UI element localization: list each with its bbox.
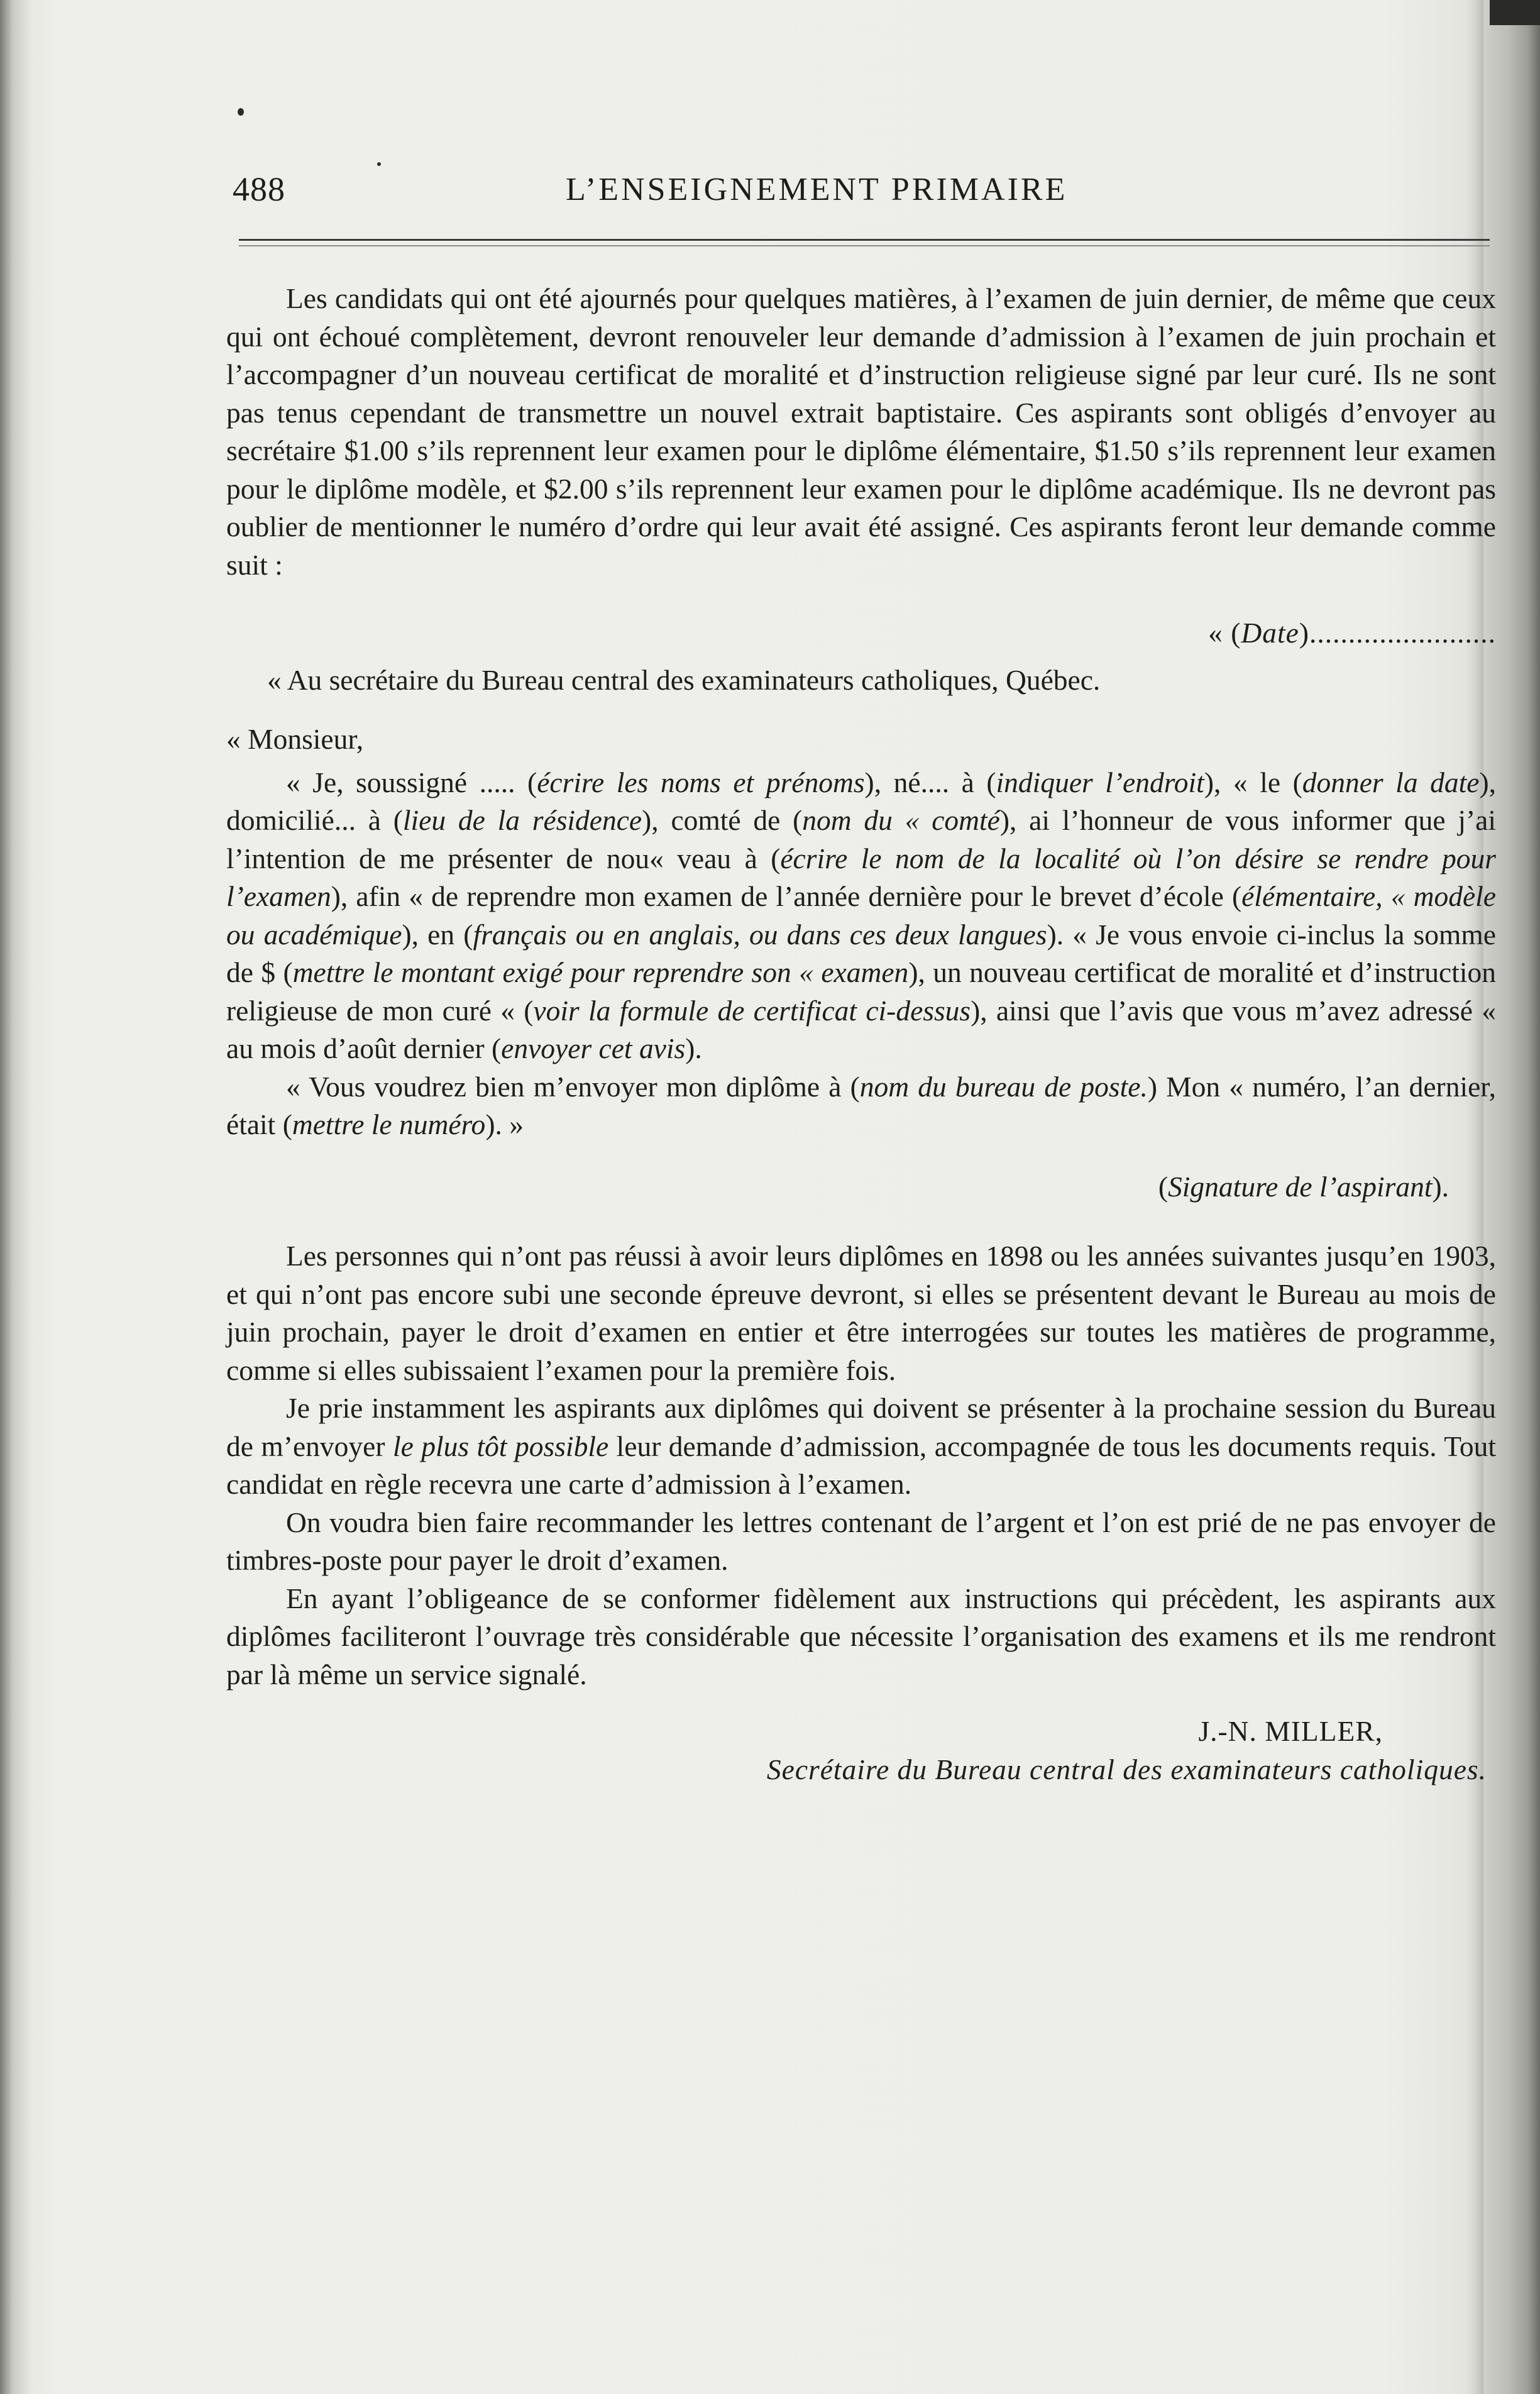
letter-date-line — [226, 614, 1496, 653]
letter-address: « Au secrétaire du Bureau central des examinateurs catholiques, Québec. — [267, 663, 1101, 696]
letter-text: ). « Je vous envoie ci-inclus la somme de $ ( — [226, 918, 1496, 988]
letter-text: ), un nouveau certificat de moralité et d’instruction religieuse de mon curé « ( — [226, 956, 1496, 1027]
notice-paragraph-4: En ayant l’obligeance de se conformer fidèlement aux instructions qui précèdent, les aspirants aux diplômes faciliteront l’ouvrage très considérable que nécessite l’organisation des examens et ils me rendront par là même un service signalé. — [226, 1582, 1496, 1691]
letter-text: ), né.... à ( — [864, 766, 996, 798]
letter-italic: français ou en anglais, ou dans ces deux langues — [473, 918, 1047, 951]
letter-text: ). — [685, 1032, 702, 1064]
letter-salutation: « Monsieur, — [226, 723, 364, 755]
letter-text: ) Mon « numéro, l’an dernier, était ( — [226, 1070, 1497, 1140]
running-title: L’ENSEIGNEMENT PRIMAIRE — [566, 172, 1068, 207]
letter-text: ). » — [485, 1108, 524, 1140]
signer-name: J.-N. MILLER, — [1198, 1715, 1383, 1747]
letter-text: ), ainsi que l’avis que vous m’avez adressé « au mois d’août dernier ( — [226, 994, 1496, 1064]
letter-italic: écrire le nom de la localité où l’on désire se rendre pour l’examen — [226, 842, 1496, 912]
letter-text: ), en ( — [402, 918, 473, 951]
notice-paragraph-1: Les personnes qui n’ont pas réussi à avoir leurs diplômes en 1898 ou les années suivantes jusqu’en 1903, et qui n’ont pas encore subi une seconde épreuve devront, si elles se présentent devant le Bureau au mois de juin prochain, payer le droit d’examen en entier et être interrogées sur toutes les matières de programme, comme si elles subissaient l’examen pour la première fois. — [226, 1240, 1496, 1386]
page-number: 488 — [233, 170, 285, 208]
letter-italic: lieu de la résidence — [402, 804, 642, 836]
letter-italic: nom du bureau de poste. — [859, 1070, 1148, 1103]
letter-italic: voir la formule de certificat ci-dessus — [533, 994, 971, 1027]
signature-close: ). — [1432, 1170, 1449, 1203]
date-label: Date — [1241, 617, 1299, 649]
notice-text: Je prie instamment les aspirants aux diplômes qui doivent se présenter à la prochaine session du Bureau de m’envoyer — [226, 1392, 1496, 1462]
header-rule — [239, 239, 1490, 241]
letter-text: « Vous voudrez bien m’envoyer mon diplôme à ( — [286, 1070, 860, 1103]
letter-italic: mettre le numéro — [292, 1108, 486, 1140]
letter-italic: nom du « comté — [802, 804, 1000, 836]
notice-text: leur demande d’admission, accompagnée de tous les documents requis. Tout candidat en règle recevra une carte d’admission à l’examen. — [226, 1430, 1496, 1500]
date-open: « ( — [1208, 617, 1241, 649]
letter-italic: élémentaire, « modèle ou académique — [226, 880, 1496, 951]
notice-paragraph-3: On voudra bien faire recommander les lettres contenant de l’argent et l’on est prié de ne pas envoyer de timbres-poste pour payer le droit d’examen. — [226, 1506, 1496, 1576]
letter-text: ), afin « de reprendre mon examen de l’année dernière pour le brevet d’école ( — [331, 880, 1242, 912]
letter-italic: indiquer l’endroit — [996, 766, 1204, 798]
letter-text: ), domicilié... à ( — [226, 766, 1496, 836]
letter-italic: mettre le montant exigé pour reprendre son « examen — [292, 956, 909, 988]
signature-label: Signature de l’aspirant — [1168, 1170, 1433, 1203]
letter-text: ), comté de ( — [642, 804, 803, 836]
letter-italic: écrire les noms et prénoms — [537, 766, 865, 798]
header-rule-secondary — [239, 245, 1490, 246]
letter-italic: envoyer cet avis — [501, 1032, 686, 1064]
ink-speck — [238, 108, 244, 116]
page-header — [220, 145, 1490, 214]
scan-corner — [1490, 0, 1540, 25]
signature-open: ( — [1158, 1170, 1169, 1203]
aspirant-signature-line — [226, 1168, 1496, 1206]
intro-paragraph: Les candidats qui ont été ajournés pour quelques matières, à l’examen de juin dernier, de même que ceux qui ont échoué complètement, devront renouveler leur demande d’admission à l’examen de juin prochain et l’accompagner d’un nouveau certificat de moralité et d’instruction religieuse signé par leur curé. Ils ne sont pas tenus cependant de transmettre un nouvel extrait baptistaire. Ces aspirants sont obligés d’envoyer au secrétaire $1.00 s’ils reprennent leur examen pour le diplôme élémentaire, $1.50 s’ils reprennent leur examen pour le diplôme modèle, et $2.00 s’ils reprennent leur examen pour le diplôme académique. Ils ne devront pas oublier de mentionner le numéro d’ordre qui leur avait été assigné. Ces aspirants feront leur demande comme suit : — [226, 282, 1496, 581]
letter-paragraph-2 — [226, 1068, 1496, 1144]
letter-text: « Je, soussigné ..... ( — [286, 766, 537, 798]
letter-text: ), ai l’honneur de vous informer que j’ai l’intention de me présenter de nou« veau à ( — [226, 804, 1497, 874]
letter-text: ), « le ( — [1204, 766, 1302, 798]
letter-paragraph-1 — [226, 764, 1496, 1068]
letter-italic: donner la date — [1302, 766, 1480, 798]
date-close: ) — [1299, 617, 1309, 649]
page-body — [226, 280, 1496, 1789]
signer-title: Secrétaire du Bureau central des examinateurs catholiques. — [766, 1753, 1487, 1785]
document-page — [220, 145, 1497, 1785]
date-leader: ........................ — [1309, 617, 1496, 649]
notice-italic: le plus tôt possible — [392, 1430, 609, 1462]
notice-paragraph-2 — [226, 1389, 1496, 1504]
